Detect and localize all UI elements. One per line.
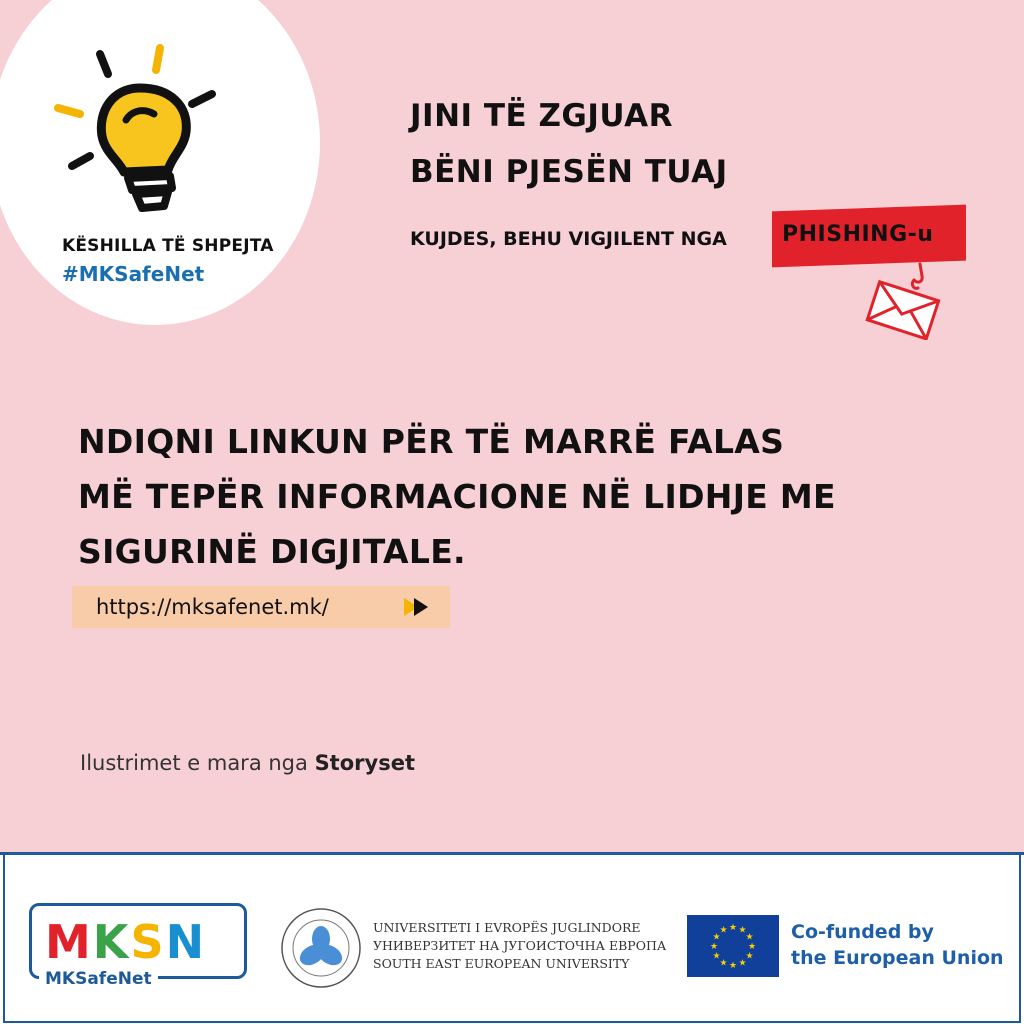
lightbulb-icon <box>52 38 222 218</box>
eu-cofunded-text <box>791 919 1004 971</box>
svg-text:★: ★ <box>738 925 747 936</box>
svg-text:★: ★ <box>728 923 738 933</box>
link-url[interactable]: https://mksafenet.mk/ <box>96 595 329 619</box>
eu-line-2: the European Union <box>791 947 1004 969</box>
mksn-letter-k: K <box>92 915 131 969</box>
svg-text:★: ★ <box>728 961 738 971</box>
illustration-credit <box>80 751 415 775</box>
svg-text:★: ★ <box>747 942 757 952</box>
svg-text:★: ★ <box>719 925 728 936</box>
svg-text:★: ★ <box>712 932 721 943</box>
badge-hashtag: #MKSafeNet <box>62 262 205 286</box>
phishing-highlight-text: PHISHING-u <box>782 222 934 247</box>
mksn-letter-m: M <box>45 915 93 969</box>
svg-text:★: ★ <box>719 958 728 969</box>
university-name-sq: UNIVERSITETI I EVROPËS JUGLINDORE <box>373 920 641 935</box>
headline <box>410 88 728 200</box>
headline-line-1: JINI TË ZGJUAR <box>410 98 673 134</box>
credit-source: Storyset <box>314 751 415 775</box>
headline-line-2: BËNI PJESËN TUAJ <box>410 154 728 190</box>
svg-text:★: ★ <box>745 932 754 943</box>
university-name-en: SOUTH EAST EUROPEAN UNIVERSITY <box>373 956 630 971</box>
university-name <box>373 919 666 973</box>
main-message-line-3: SIGURINË DIGJITALE. <box>78 532 466 571</box>
svg-text:★: ★ <box>738 958 747 969</box>
main-message-line-2: MË TEPËR INFORMACIONE NË LIDHJE ME <box>78 477 836 516</box>
svg-text:★: ★ <box>712 951 721 962</box>
eu-line-1: Co-funded by <box>791 921 934 943</box>
mksn-letter-n: N <box>165 915 207 969</box>
svg-text:★: ★ <box>745 951 754 962</box>
warning-text: KUJDES, BEHU VIGJILENT NGA <box>410 228 727 250</box>
main-message <box>78 414 836 579</box>
mksn-letter-s: S <box>130 915 166 969</box>
arrow-right-icon[interactable] <box>402 595 432 619</box>
mksn-name: MKSafeNet <box>39 969 158 989</box>
footer <box>0 852 1024 1024</box>
credit-prefix: Ilustrimet e mara nga <box>80 751 315 775</box>
badge-title: KËSHILLA TË SHPEJTA <box>62 236 274 256</box>
university-seal-icon <box>280 907 362 989</box>
mksn-letters <box>45 915 206 969</box>
university-name-mk: УНИВЕРЗИТЕТ НА ЈУГОИСТОЧНА ЕВРОПА <box>373 938 667 953</box>
phishing-envelope-icon <box>862 262 944 340</box>
svg-text:★: ★ <box>709 942 719 952</box>
link-bar[interactable] <box>72 586 450 628</box>
mksn-logo <box>29 903 251 991</box>
main-message-line-1: NDIQNI LINKUN PËR TË MARRË FALAS <box>78 422 785 461</box>
footer-frame <box>3 855 1021 1023</box>
eu-flag-icon <box>687 915 779 977</box>
